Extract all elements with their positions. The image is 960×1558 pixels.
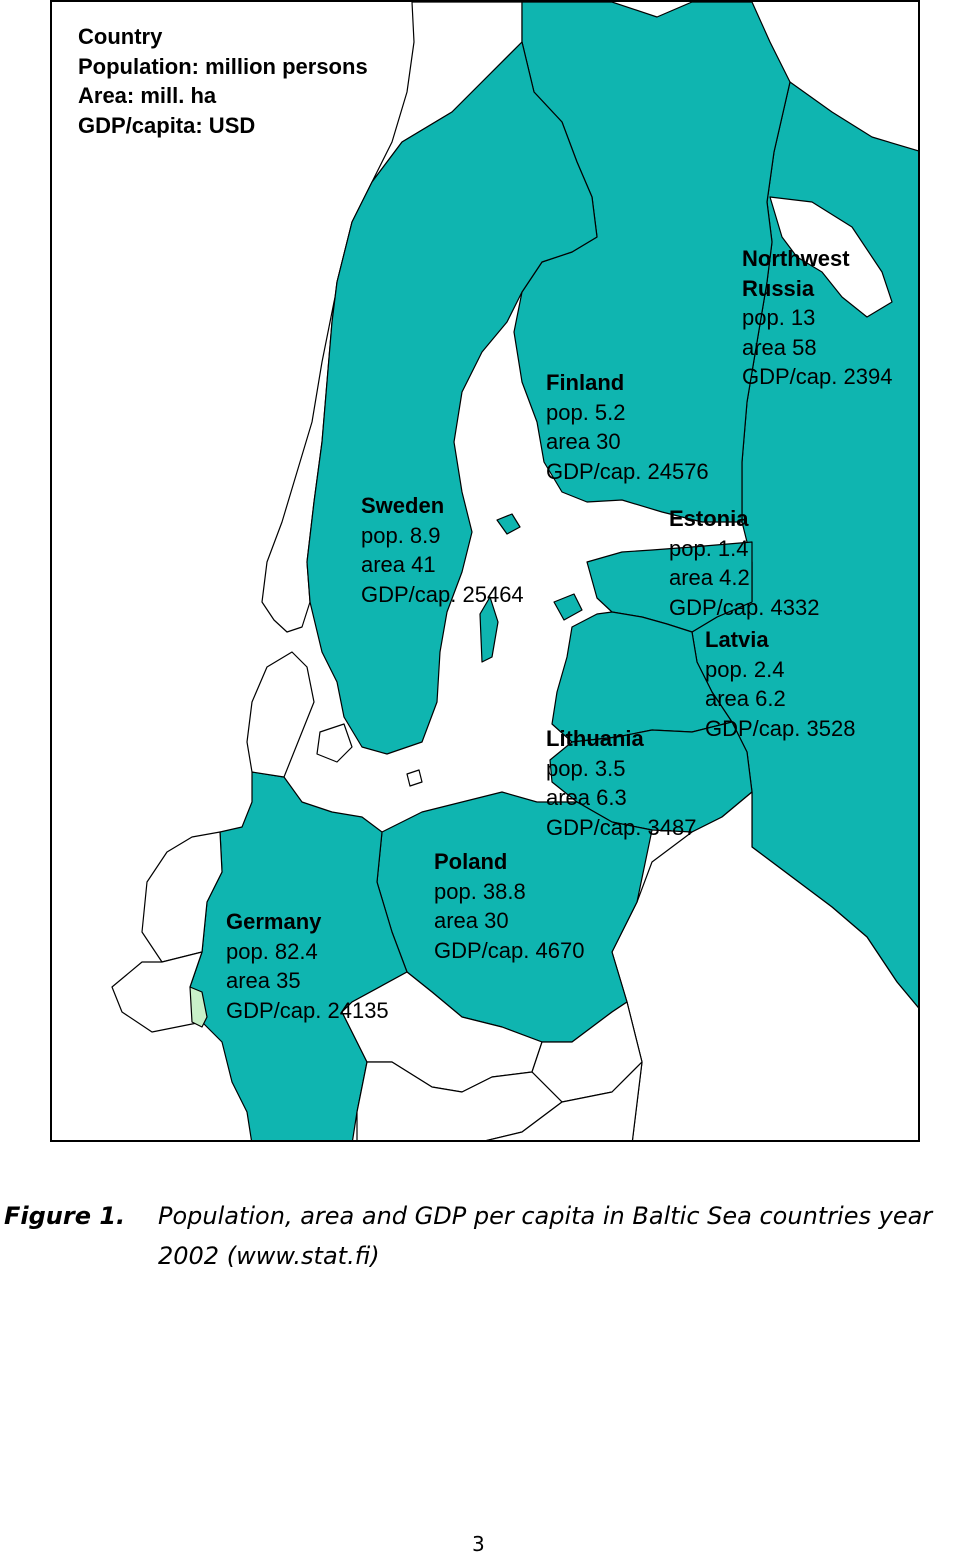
northwest-russia-name: Northwest [742,246,850,271]
latvia-gdp: GDP/cap. 3528 [705,715,856,741]
northwest-russia-pop: pop. 13 [742,305,816,330]
legend-line-population: Population: million persons [78,53,368,79]
legend-line-country: Country [78,24,163,49]
poland-pop: pop. 38.8 [434,878,526,904]
denmark-region [247,652,314,777]
estonia-area: area 4.2 [669,565,750,590]
caption-text: Population, area and GDP per capita in Baltic Sea countries year 2002 (www.stat.fi) [158,1202,933,1270]
sweden-area: area 41 [361,552,436,577]
sweden-pop: pop. 8.9 [361,522,441,548]
label-lithuania [546,724,696,842]
belgium-region [112,952,202,1032]
figure-label: Figure 1. [4,1202,126,1230]
lithuania-name: Lithuania [546,726,644,751]
poland-gdp: GDP/cap. 4670 [434,937,585,963]
poland-area: area 30 [434,908,509,933]
germany-gdp: GDP/cap. 24135 [226,997,389,1023]
finland-pop: pop. 5.2 [546,399,626,425]
estonia-gdp: GDP/cap. 4332 [669,594,820,620]
saaremaa-island [554,594,582,620]
bornholm-island [407,770,422,786]
finland-area: area 30 [546,429,621,454]
sweden-name: Sweden [361,493,445,518]
estonia-pop: pop. 1.4 [669,535,749,561]
map-legend [78,22,368,140]
estonia-name: Estonia [669,506,749,531]
lithuania-gdp: GDP/cap. 3487 [546,814,697,840]
map-frame [50,0,920,1142]
finland-name: Finland [546,370,625,395]
germany-area: area 35 [226,968,301,993]
label-latvia [705,625,855,743]
lithuania-area: area 6.3 [546,785,627,810]
label-northwest-russia [742,244,892,392]
label-germany [226,907,389,1025]
poland-name: Poland [434,849,508,874]
label-poland [434,847,584,965]
northwest-russia-name-2: Russia [742,275,815,301]
latvia-pop: pop. 2.4 [705,656,785,682]
page-number: 3 [472,1532,485,1556]
latvia-name: Latvia [705,627,769,652]
sweden-gdp: GDP/cap. 25464 [361,581,524,607]
germany-name: Germany [226,909,322,934]
label-estonia [669,504,819,622]
finland-gdp: GDP/cap. 24576 [546,458,709,484]
label-sweden [361,491,524,609]
germany-pop: pop. 82.4 [226,938,318,964]
northwest-russia-gdp: GDP/cap. 2394 [742,364,893,389]
label-finland [546,368,709,486]
legend-line-area: Area: mill. ha [78,83,217,108]
lithuania-pop: pop. 3.5 [546,755,626,781]
latvia-area: area 6.2 [705,686,786,711]
legend-line-gdp: GDP/capita: USD [78,112,256,138]
zealand-island [317,724,352,762]
northwest-russia-area: area 58 [742,334,817,360]
